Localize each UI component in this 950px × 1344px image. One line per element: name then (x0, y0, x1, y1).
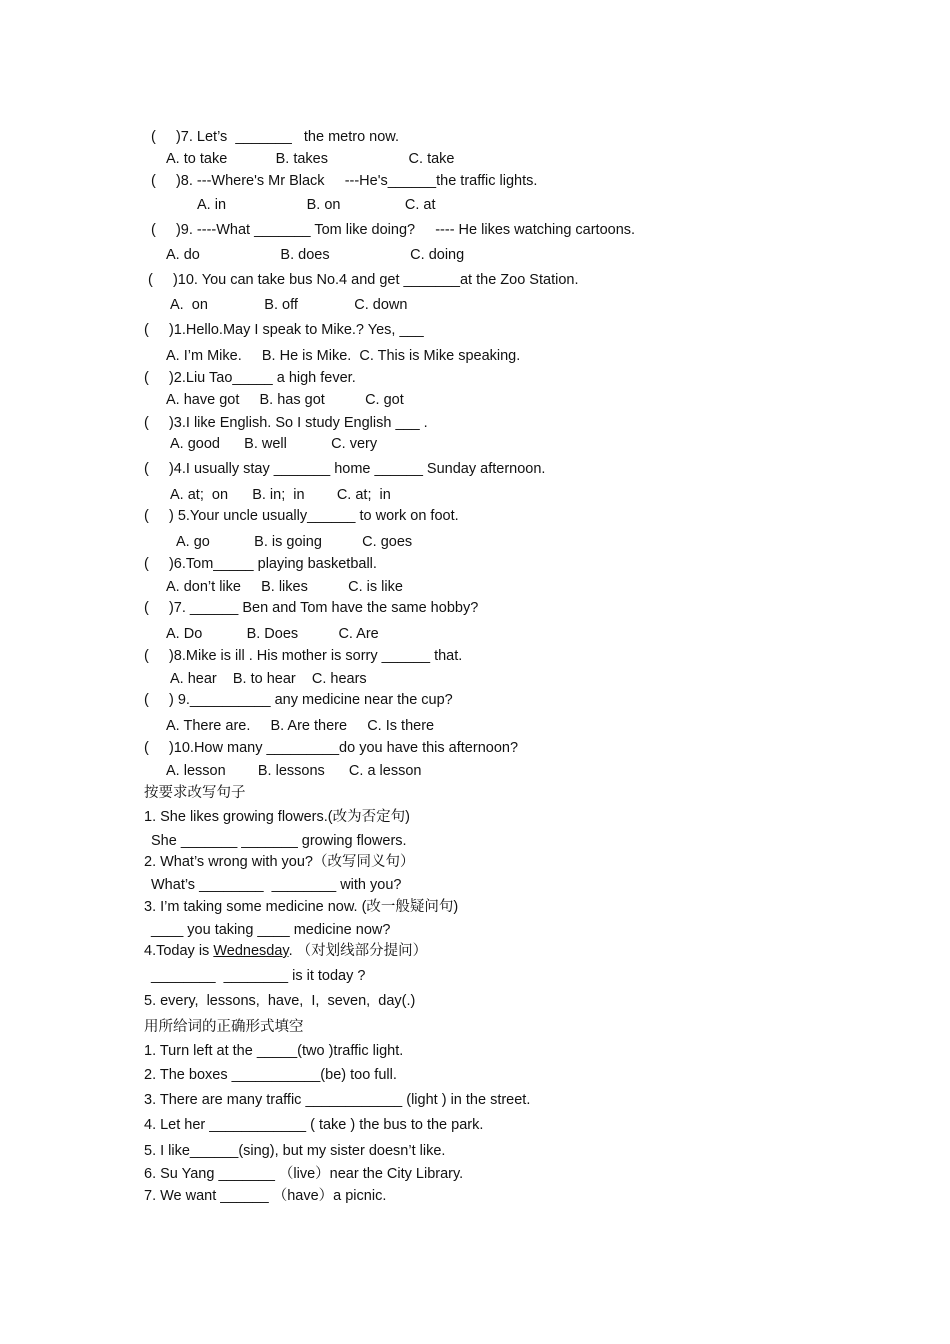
text-line (144, 369, 356, 387)
line-text: ____ you taking ____ medicine now? (151, 922, 391, 938)
line-text: ( )2.Liu Tao_____ a high fever. (144, 370, 356, 386)
line-text: ( )9. ----What _______ Tom like doing? ---- He likes watching cartoons. (151, 222, 636, 238)
line-text: ( ) 9.__________ any medicine near the cup? (144, 692, 453, 708)
text-line (144, 507, 459, 525)
line-text: 6. Su Yang _______ （live）near the City Library. (144, 1166, 464, 1182)
text-line (144, 460, 545, 478)
line-text: A. don’t like B. likes C. is like (166, 579, 403, 595)
text-line (166, 246, 464, 264)
line-text: ( ) 5.Your uncle usually______ to work on foot. (144, 508, 459, 524)
line-text: ( )8.Mike is ill . His mother is sorry ______ that. (144, 648, 463, 664)
text-line (151, 876, 401, 894)
line-text: ( )7. ______ Ben and Tom have the same hobby? (144, 600, 479, 616)
text-line (144, 555, 377, 573)
text-line (197, 196, 436, 214)
text-line (144, 1066, 397, 1084)
line-text: 3. There are many traffic ____________ (light ) in the street. (144, 1092, 531, 1108)
text-line (144, 1042, 403, 1060)
line-text: ________ ________ is it today ? (151, 968, 366, 984)
text-line (144, 784, 246, 802)
text-line (166, 625, 379, 643)
text-line (144, 1165, 463, 1183)
line-text: A. at; on B. in; in C. at; in (170, 487, 391, 503)
line-text: A. in B. on C. at (197, 197, 436, 213)
text-line (144, 691, 453, 709)
text-line (144, 647, 462, 665)
text-line (148, 271, 578, 289)
underlined-word: Wednesday (213, 943, 289, 959)
text-line (144, 808, 410, 826)
text-line (151, 967, 365, 985)
line-text: 2. The boxes ___________(be) too full. (144, 1067, 397, 1083)
line-text: 1. Turn left at the _____(two )traffic light. (144, 1043, 404, 1059)
line-text: 7. We want ______ （have）a picnic. (144, 1188, 387, 1204)
text-line (144, 599, 478, 617)
text-line (166, 578, 403, 596)
line-text: ( )10. You can take bus No.4 and get _______at the Zoo Station. (148, 272, 579, 288)
text-line (151, 172, 537, 190)
line-text: ( )4.I usually stay _______ home ______ Sunday afternoon. (144, 461, 546, 477)
line-text: She _______ _______ growing flowers. (151, 833, 407, 849)
line-text: 5. I like______(sing), but my sister doesn’t like. (144, 1143, 446, 1159)
text-line (151, 128, 399, 146)
text-line (144, 739, 518, 757)
text-line (166, 762, 421, 780)
text-line (166, 347, 520, 365)
text-line (151, 832, 407, 850)
line-text: 2. What’s wrong with you?（改写同义句） (144, 854, 415, 870)
line-text: ( )7. Let’s _______ the metro now. (151, 129, 399, 145)
line-text: 1. She likes growing flowers.(改为否定句) (144, 809, 410, 825)
text-line (170, 296, 407, 314)
text-line (170, 486, 391, 504)
text-line (144, 992, 415, 1010)
text-line (166, 391, 404, 409)
line-text: A. on B. off C. down (170, 297, 408, 313)
text-line (144, 1142, 445, 1160)
line-text: 4. Let her ____________ ( take ) the bus to the park. (144, 1117, 484, 1133)
line-text: ( )1.Hello.May I speak to Mike.? Yes, ___ (144, 322, 424, 338)
line-text: A. to take B. takes C. take (166, 151, 455, 167)
line-text: A. I’m Mike. B. He is Mike. C. This is Mike speaking. (166, 348, 521, 364)
line-text: ( )10.How many _________do you have this afternoon? (144, 740, 519, 756)
text-line (144, 1187, 386, 1205)
line-text: 5. every, lessons, have, I, seven, day(.) (144, 993, 416, 1009)
line-text: A. lesson B. lessons C. a lesson (166, 763, 422, 779)
text-line (166, 150, 455, 168)
line-text: What’s ________ ________ with you? (151, 877, 402, 893)
line-text: A. do B. does C. doing (166, 247, 465, 263)
text-line (144, 1091, 530, 1109)
text-line (170, 435, 377, 453)
text-line (166, 717, 434, 735)
line-text: A. hear B. to hear C. hears (170, 671, 367, 687)
text-line (144, 942, 427, 960)
text-line (144, 414, 428, 432)
text-line (144, 1116, 483, 1134)
line-text: 4.Today is (144, 943, 214, 959)
text-line (170, 670, 367, 688)
text-line (176, 533, 412, 551)
text-line (151, 221, 635, 239)
line-text: A. There are. B. Are there C. Is there (166, 718, 435, 734)
line-text: 用所给词的正确形式填空 (144, 1019, 304, 1035)
line-text: A. good B. well C. very (170, 436, 378, 452)
line-text: ( )6.Tom_____ playing basketball. (144, 556, 377, 572)
text-line (144, 853, 414, 871)
line-text: ( )8. ---Where's Mr Black ---He's______the traffic lights. (151, 173, 538, 189)
line-text: 3. I’m taking some medicine now. (改一般疑问句) (144, 899, 459, 915)
line-text: A. go B. is going C. goes (176, 534, 413, 550)
line-text: ( )3.I like English. So I study English ___ . (144, 415, 428, 431)
line-text: A. Do B. Does C. Are (166, 626, 379, 642)
text-line (144, 898, 458, 916)
line-text: 按要求改写句子 (144, 785, 246, 801)
text-line (144, 1018, 304, 1036)
line-text: A. have got B. has got C. got (166, 392, 404, 408)
text-line (151, 921, 390, 939)
text-line (144, 321, 424, 339)
line-text-tail: . （对划线部分提问） (288, 943, 428, 959)
